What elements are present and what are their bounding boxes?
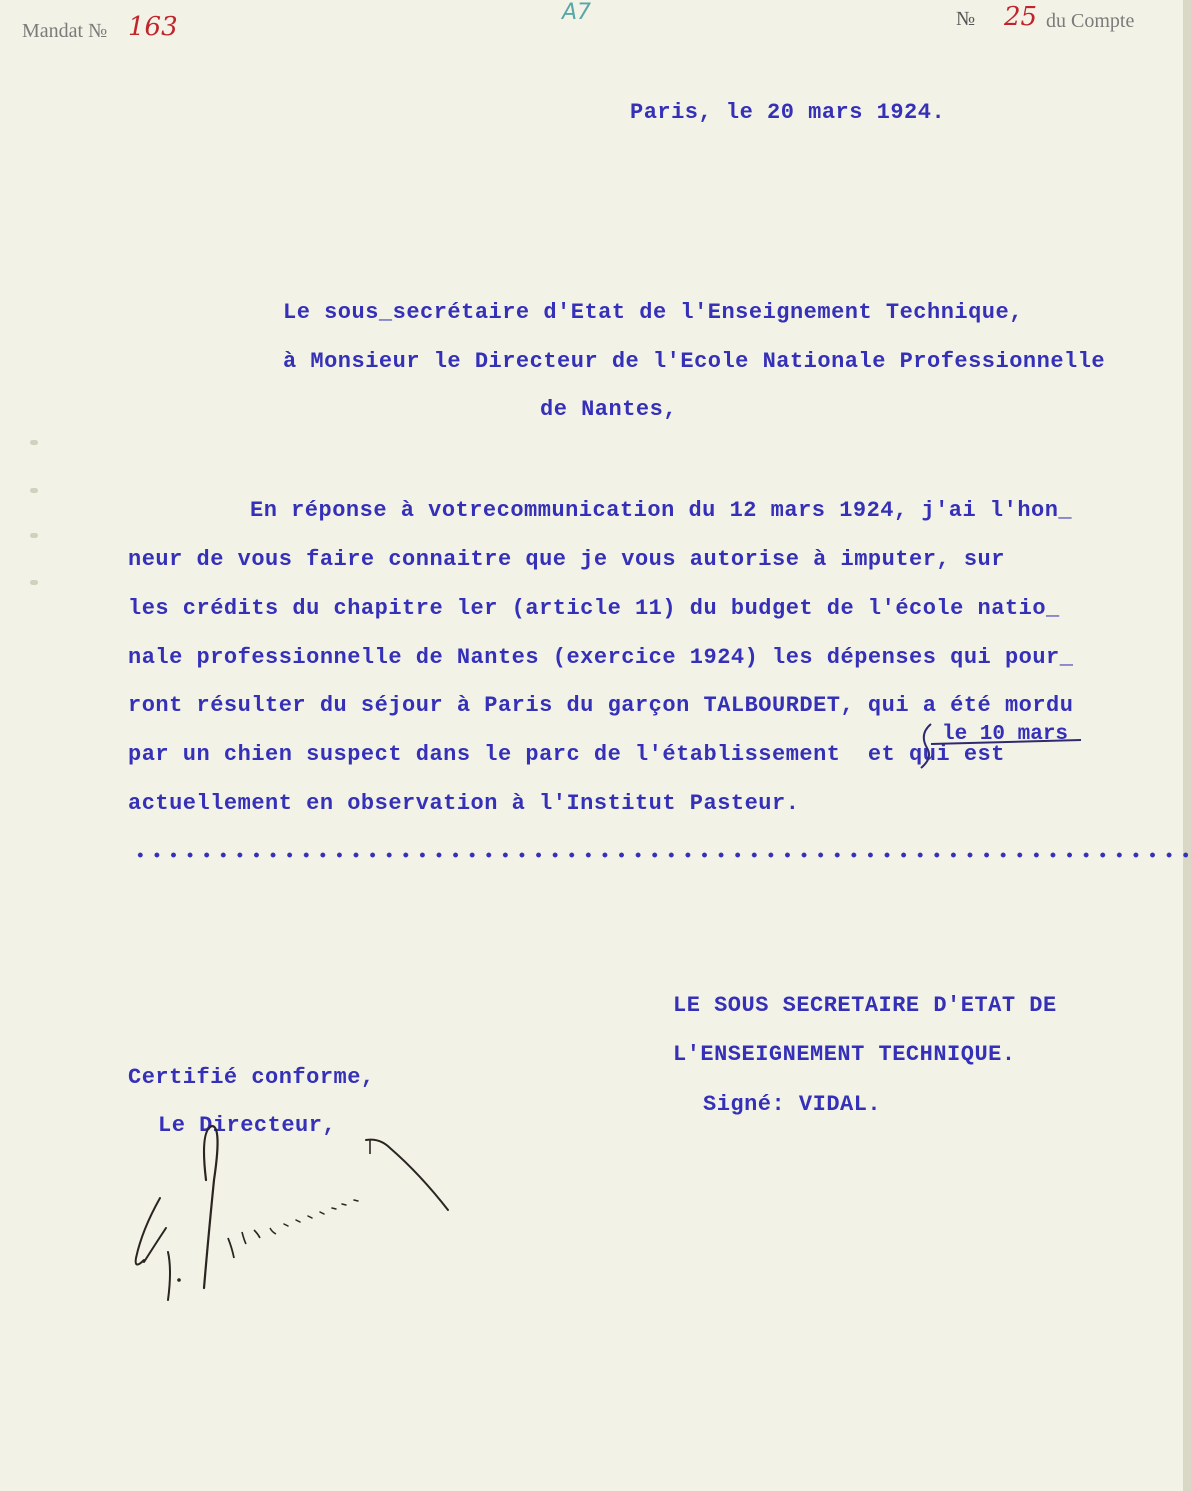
sender-line: Le sous_secrétaire d'Etat de l'Enseignement Technique, [283, 300, 1023, 325]
binding-mark [30, 580, 38, 585]
binding-mark [30, 488, 38, 493]
top-annotation: A7 [562, 0, 592, 25]
body-line: par un chien suspect dans le parc de l'établissement et qui est [128, 742, 1005, 767]
body-line: neur de vous faire connaitre que je vous autorise à imputer, sur [128, 547, 1005, 572]
body-line: En réponse à votrecommunication du 12 mars 1924, j'ai l'hon_ [250, 498, 1073, 523]
binding-mark [30, 533, 38, 538]
compte-stamp-label: du Compte [1046, 10, 1135, 32]
director-signature [120, 1120, 460, 1310]
recipient-line: à Monsieur le Directeur de l'Ecole Nationale Professionnelle [283, 349, 1106, 374]
insertion-bracket-mark [905, 722, 1095, 772]
inserted-date-note: le 10 mars [942, 723, 1069, 746]
letter-date: Paris, le 20 mars 1924. [630, 100, 946, 125]
signature-block-line: L'ENSEIGNEMENT TECHNIQUE. [673, 1042, 1016, 1067]
body-line: actuellement en observation à l'Institut Pasteur. [128, 791, 800, 816]
signature-block-line: LE SOUS SECRETAIRE D'ETAT DE [673, 993, 1057, 1018]
mandat-stamp-label: Mandat № [22, 20, 108, 42]
mandat-number: 163 [128, 12, 178, 42]
binding-mark [30, 440, 38, 445]
certification-line: Certifié conforme, [128, 1065, 375, 1090]
recipient-city: de Nantes, [540, 397, 678, 422]
dotted-separator [132, 848, 1188, 862]
body-line: les crédits du chapitre ler (article 11) du budget de l'école natio_ [128, 596, 1060, 621]
paper-edge [1183, 0, 1191, 1491]
compte-number: 25 [1004, 2, 1038, 32]
certification-line: Le Directeur, [158, 1113, 337, 1138]
body-line: nale professionnelle de Nantes (exercice 1924) les dépenses qui pour_ [128, 645, 1074, 670]
compte-stamp-number-sign: № [956, 8, 976, 30]
signature-block-line: Signé: VIDAL. [703, 1092, 882, 1117]
body-line: ront résulter du séjour à Paris du garçon TALBOURDET, qui a été mordu [128, 693, 1074, 718]
